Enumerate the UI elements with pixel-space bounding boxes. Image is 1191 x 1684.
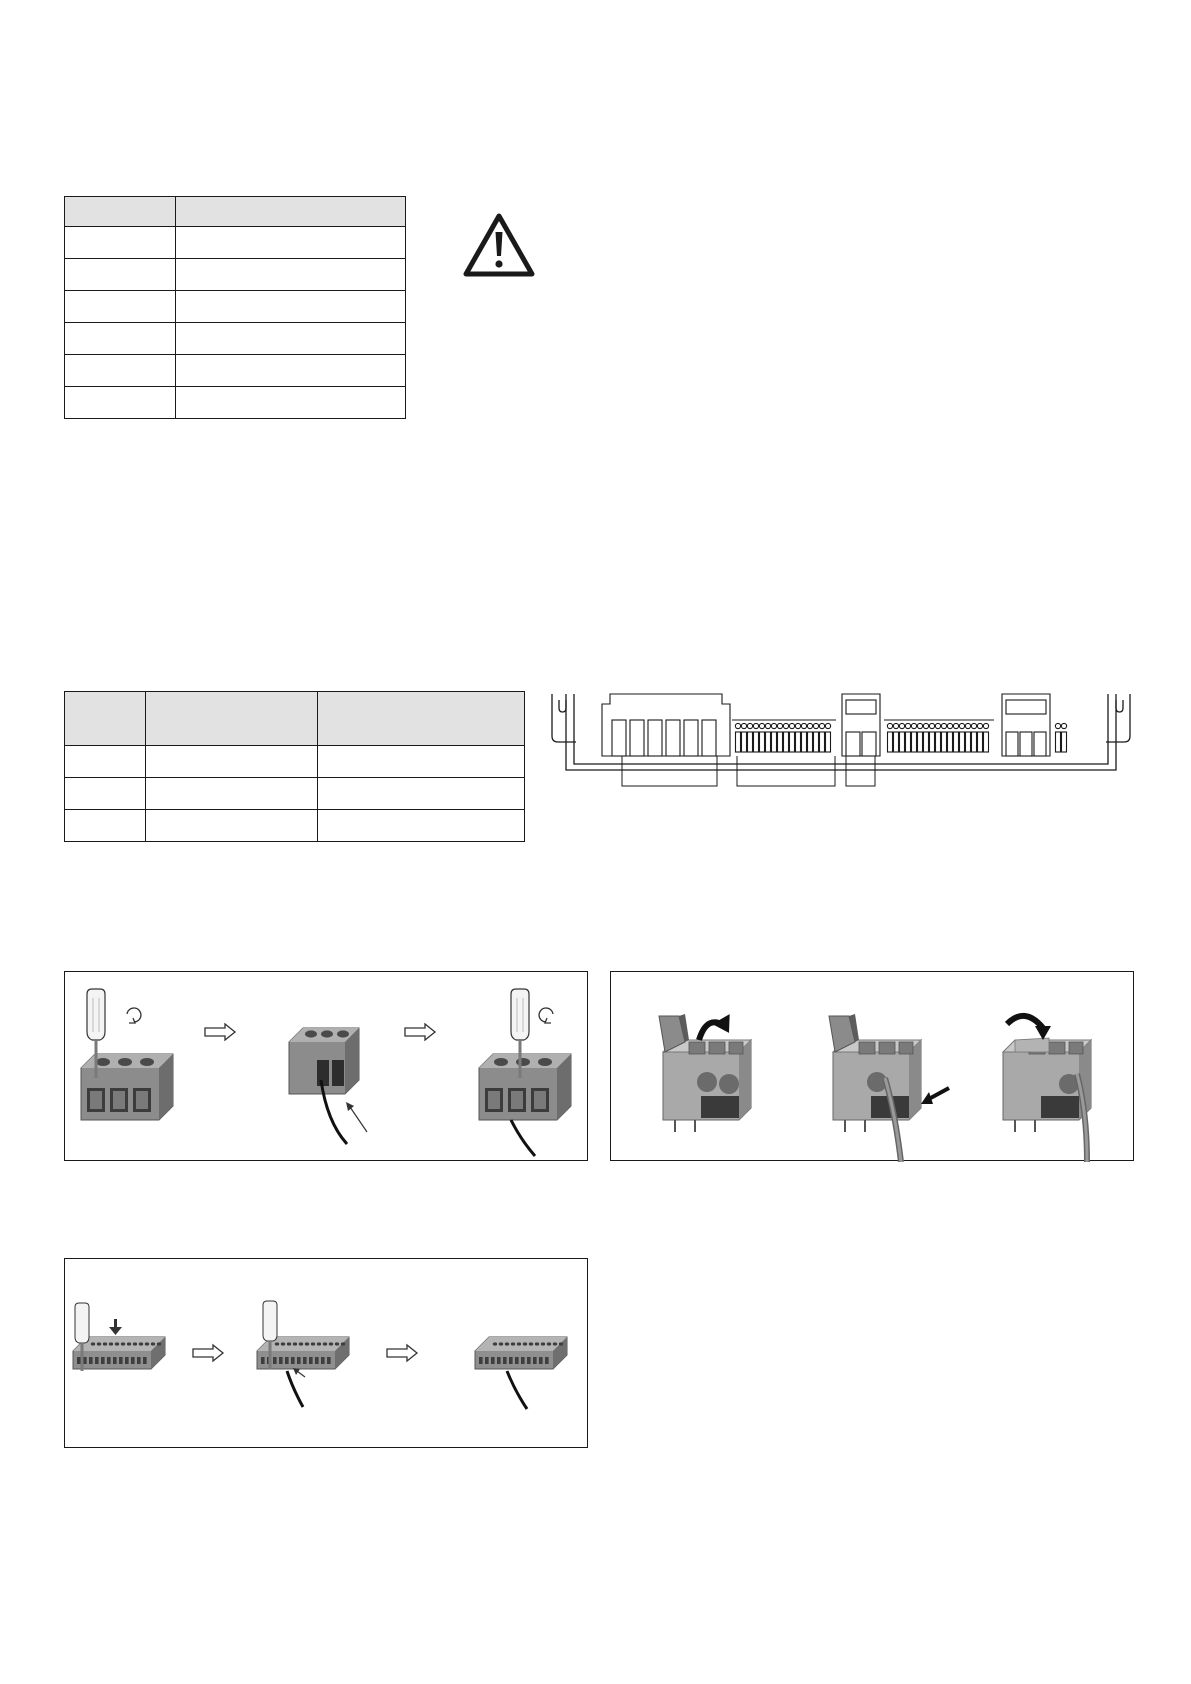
terminal-slot	[966, 732, 971, 752]
screw-terminal-figure	[64, 971, 588, 1161]
terminal-slot	[918, 732, 923, 752]
table-2-header-cell	[318, 692, 525, 746]
terminal-screw	[917, 723, 922, 728]
table-cell	[65, 387, 176, 419]
terminal-cell	[684, 720, 698, 756]
terminal-slot	[754, 732, 759, 752]
terminal-screw	[759, 723, 764, 728]
table-cell	[146, 810, 318, 842]
table-cell	[318, 778, 525, 810]
table-cell	[65, 323, 176, 355]
terminal-cell	[630, 720, 644, 756]
table-cell	[146, 746, 318, 778]
terminal-screw	[899, 723, 904, 728]
table-1-header-row	[65, 197, 406, 227]
terminal-cell	[702, 720, 716, 756]
terminal-screw	[929, 723, 934, 728]
terminal-screw	[825, 723, 830, 728]
hollow-right-arrow-icon	[193, 1345, 223, 1361]
terminal-screw	[807, 723, 812, 728]
right-terminal-cap	[1006, 700, 1046, 714]
terminal-screw	[753, 723, 758, 728]
terminal-screw	[935, 723, 940, 728]
terminal-slot	[960, 732, 965, 752]
table-1-header-cell	[65, 197, 176, 227]
terminal-screw	[765, 723, 770, 728]
terminal-slot	[760, 732, 765, 752]
terminal-cell	[648, 720, 662, 756]
table-cell	[176, 259, 406, 291]
table-row	[65, 778, 525, 810]
terminal-screw	[747, 723, 752, 728]
terminal-screw	[735, 723, 740, 728]
terminal-screw	[959, 723, 964, 728]
terminal-slot	[814, 732, 819, 752]
spring-step-1	[659, 1014, 751, 1132]
terminal-slot	[894, 732, 899, 752]
strip-step-2	[257, 1301, 349, 1407]
table-1	[64, 196, 406, 419]
table-cell	[65, 778, 146, 810]
table-cell	[176, 387, 406, 419]
table-row	[65, 227, 406, 259]
terminal-cell	[1020, 732, 1032, 756]
table-row	[65, 746, 525, 778]
table-cell	[176, 323, 406, 355]
spring-step-2	[829, 1014, 949, 1162]
terminal-screw	[965, 723, 970, 728]
connector-cell	[846, 732, 860, 756]
table-2-header-cell	[146, 692, 318, 746]
strip-terminal-figure	[64, 1258, 588, 1448]
terminal-slot	[772, 732, 777, 752]
table-row	[65, 355, 406, 387]
terminal-screw	[893, 723, 898, 728]
terminal-screw	[777, 723, 782, 728]
terminal-slot	[906, 732, 911, 752]
screw-step-3	[479, 989, 571, 1156]
controller-terminal-diagram	[546, 680, 1136, 795]
terminal-slot	[948, 732, 953, 752]
terminal-screw	[911, 723, 916, 728]
table-row	[65, 259, 406, 291]
terminal-slot	[736, 732, 741, 752]
terminal-screw	[789, 723, 794, 728]
table-cell	[176, 227, 406, 259]
terminal-screw	[741, 723, 746, 728]
terminal-screw	[771, 723, 776, 728]
table-2-header-cell	[65, 692, 146, 746]
terminal-screw	[953, 723, 958, 728]
terminal-slot	[930, 732, 935, 752]
right-terminal-block	[1002, 694, 1050, 756]
terminal-slot	[912, 732, 917, 752]
terminal-slot	[954, 732, 959, 752]
hollow-right-arrow-icon	[387, 1345, 417, 1361]
table-1-header-cell	[176, 197, 406, 227]
terminal-cell	[612, 720, 626, 756]
table-cell	[176, 291, 406, 323]
terminal-slot	[972, 732, 977, 752]
connector-block	[842, 694, 880, 756]
terminal-slot	[978, 732, 983, 752]
terminal-slot	[924, 732, 929, 752]
terminal-slot	[808, 732, 813, 752]
table-cell	[65, 810, 146, 842]
table-cell	[65, 746, 146, 778]
terminal-screw	[801, 723, 806, 728]
terminal-slot	[742, 732, 747, 752]
table-cell	[65, 291, 176, 323]
spring-terminal-figure	[610, 971, 1134, 1161]
terminal-slot	[778, 732, 783, 752]
table-2-header-row	[65, 692, 525, 746]
terminal-screw	[905, 723, 910, 728]
table-cell	[65, 227, 176, 259]
terminal-screw	[971, 723, 976, 728]
hollow-right-arrow-icon	[405, 1024, 435, 1040]
terminal-screw	[887, 723, 892, 728]
connector-cell	[862, 732, 876, 756]
connector-cap	[846, 700, 876, 714]
strip-step-3	[475, 1337, 567, 1409]
terminal-screw	[941, 723, 946, 728]
terminal-screw	[1061, 723, 1066, 728]
table-row	[65, 387, 406, 419]
terminal-cell	[666, 720, 680, 756]
terminal-screw	[983, 723, 988, 728]
terminal-slot	[942, 732, 947, 752]
table-2	[64, 691, 525, 842]
terminal-slot	[888, 732, 893, 752]
terminal-screw	[783, 723, 788, 728]
terminal-slot	[748, 732, 753, 752]
table-row	[65, 323, 406, 355]
terminal-slot	[936, 732, 941, 752]
terminal-cell	[1006, 732, 1018, 756]
terminal-slot	[766, 732, 771, 752]
table-row	[65, 291, 406, 323]
terminal-slot	[784, 732, 789, 752]
terminal-screw	[819, 723, 824, 728]
table-cell	[65, 259, 176, 291]
terminal-cell	[1034, 732, 1046, 756]
screw-step-2	[289, 1028, 367, 1144]
table-cell	[318, 746, 525, 778]
terminal-slot	[802, 732, 807, 752]
terminal-slot	[790, 732, 795, 752]
terminal-screw	[923, 723, 928, 728]
terminal-slot	[900, 732, 905, 752]
terminal-screw	[1055, 723, 1060, 728]
terminal-screw	[977, 723, 982, 728]
table-cell	[146, 778, 318, 810]
terminal-slot	[1062, 732, 1067, 752]
terminal-slot	[796, 732, 801, 752]
terminal-screw	[813, 723, 818, 728]
table-cell	[318, 810, 525, 842]
terminal-screw	[795, 723, 800, 728]
hollow-right-arrow-icon	[205, 1024, 235, 1040]
strip-step-1	[73, 1303, 165, 1371]
terminal-slot	[820, 732, 825, 752]
terminal-slot	[826, 732, 831, 752]
terminal-slot	[984, 732, 989, 752]
terminal-screw	[947, 723, 952, 728]
table-cell	[176, 355, 406, 387]
table-row	[65, 810, 525, 842]
warning-triangle-icon	[462, 212, 536, 278]
table-cell	[65, 355, 176, 387]
spring-step-3	[1003, 1016, 1091, 1162]
terminal-slot	[1056, 732, 1061, 752]
screw-step-1	[81, 989, 173, 1120]
